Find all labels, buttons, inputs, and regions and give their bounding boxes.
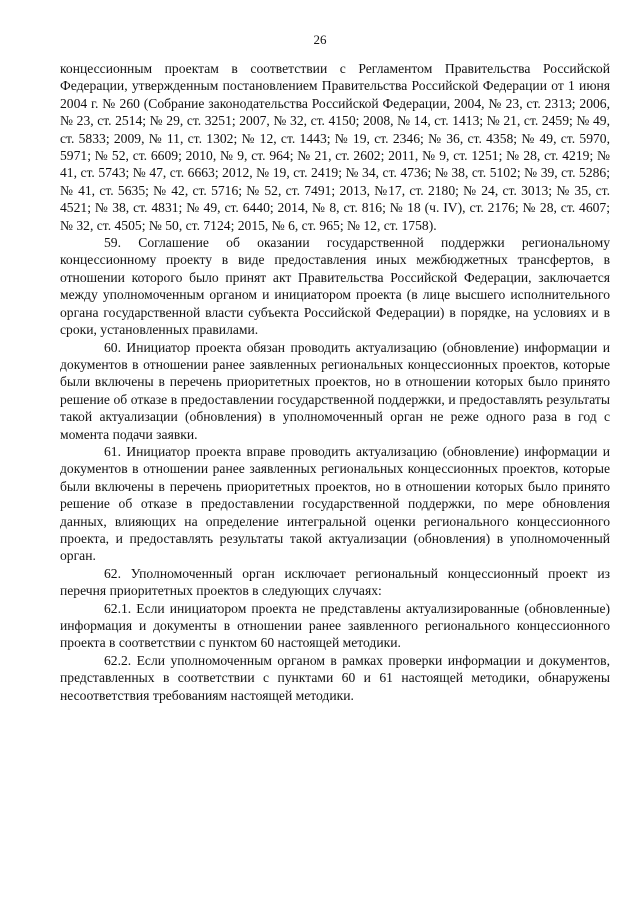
paragraph-61: 61. Инициатор проекта вправе проводить актуализацию (обновление) информации и документов в отношении ранее заявленных региональных концессионных проектов, которые были включены в перечень приоритетных проектов, но в отношении которых было принято решение об отказе в предоставлении государственной поддержки, по мере обновления данных, влияющих на определение интегральной оценки регионального концессионного проекта, и предоставлять результаты такой актуализации (обновления) в уполномоченный орган.: [60, 443, 610, 564]
paragraph-62-1: 62.1. Если инициатором проекта не представлены актуализированные (обновленные) информация и документы в отношении ранее заявленного регионального концессионного проекта в соответствии с пунктом 60 настоящей методики.: [60, 600, 610, 651]
document-body: [60, 60, 610, 704]
paragraph-62-2: 62.2. Если уполномоченным органом в рамках проверки информации и документов, представленных в соответствии с пунктами 60 и 61 настоящей методики, обнаружены несоответствия требованиям настоящей методики.: [60, 652, 610, 703]
paragraph-62: 62. Уполномоченный орган исключает региональный концессионный проект из перечня приоритетных проектов в следующих случаях:: [60, 565, 610, 599]
paragraph-60: 60. Инициатор проекта обязан проводить актуализацию (обновление) информации и документов в отношении ранее заявленных региональных концессионных проектов, которые были включены в перечень приоритетных проектов, но в отношении которых было принято решение об отказе в предоставлении государственной поддержки, и предоставлять результаты такой актуализации (обновления) в уполномоченный орган не реже одного раза в год с момента подачи заявки.: [60, 339, 610, 442]
page-number: 26: [313, 32, 327, 47]
paragraph-59: 59. Соглашение об оказании государственной поддержки региональному концессионному проекту в виде предоставления иных межбюджетных трансфертов, в отношении которого было принят акт Правительства Российской Федерации, заключается между уполномоченным органом и инициатором проекта (в лице высшего исполнительного органа государственной власти субъекта Российской Федерации) в порядке, на условиях и в сроки, установленных правилами.: [60, 235, 610, 338]
paragraph-continuation: концессионным проектам в соответствии с Регламентом Правительства Российской Федерации, утвержденным постановлением Правительства Российской Федерации от 1 июня 2004 г. № 260 (Собрание законодательства Российской Федерации, 2004, № 23, ст. 2313; 2006, № 23, ст. 2514; № 29, ст. 3251; 2007, № 32, ст. 4150; 2008, № 14, ст. 1413; № 21, ст. 2459; № 49, ст. 5833; 2009, № 11, ст. 1302; № 12, ст. 1443; № 19, ст. 2346; № 36, ст. 4358; № 49, ст. 5970, 5971; № 52, ст. 6609; 2010, № 9, ст. 964; № 21, ст. 2602; 2011, № 9, ст. 1251; № 28, ст. 4219; № 41, ст. 5743; № 47, ст. 6663; 2012, № 19, ст. 2419; № 34, ст. 4736; № 38, ст. 5102; № 39, ст. 5286; № 41, ст. 5635; № 42, ст. 5716; № 52, ст. 7491; 2013, №17, ст. 2180; № 24, ст. 3013; № 35, ст. 4521; № 38, ст. 4831; № 49, ст. 6440; 2014, № 8, ст. 816; № 18 (ч. IV), ст. 2176; № 28, ст. 4607; № 32, ст. 4505; № 50, ст. 7124; 2015, № 6, ст. 965; № 12, ст. 1758).: [60, 61, 610, 233]
